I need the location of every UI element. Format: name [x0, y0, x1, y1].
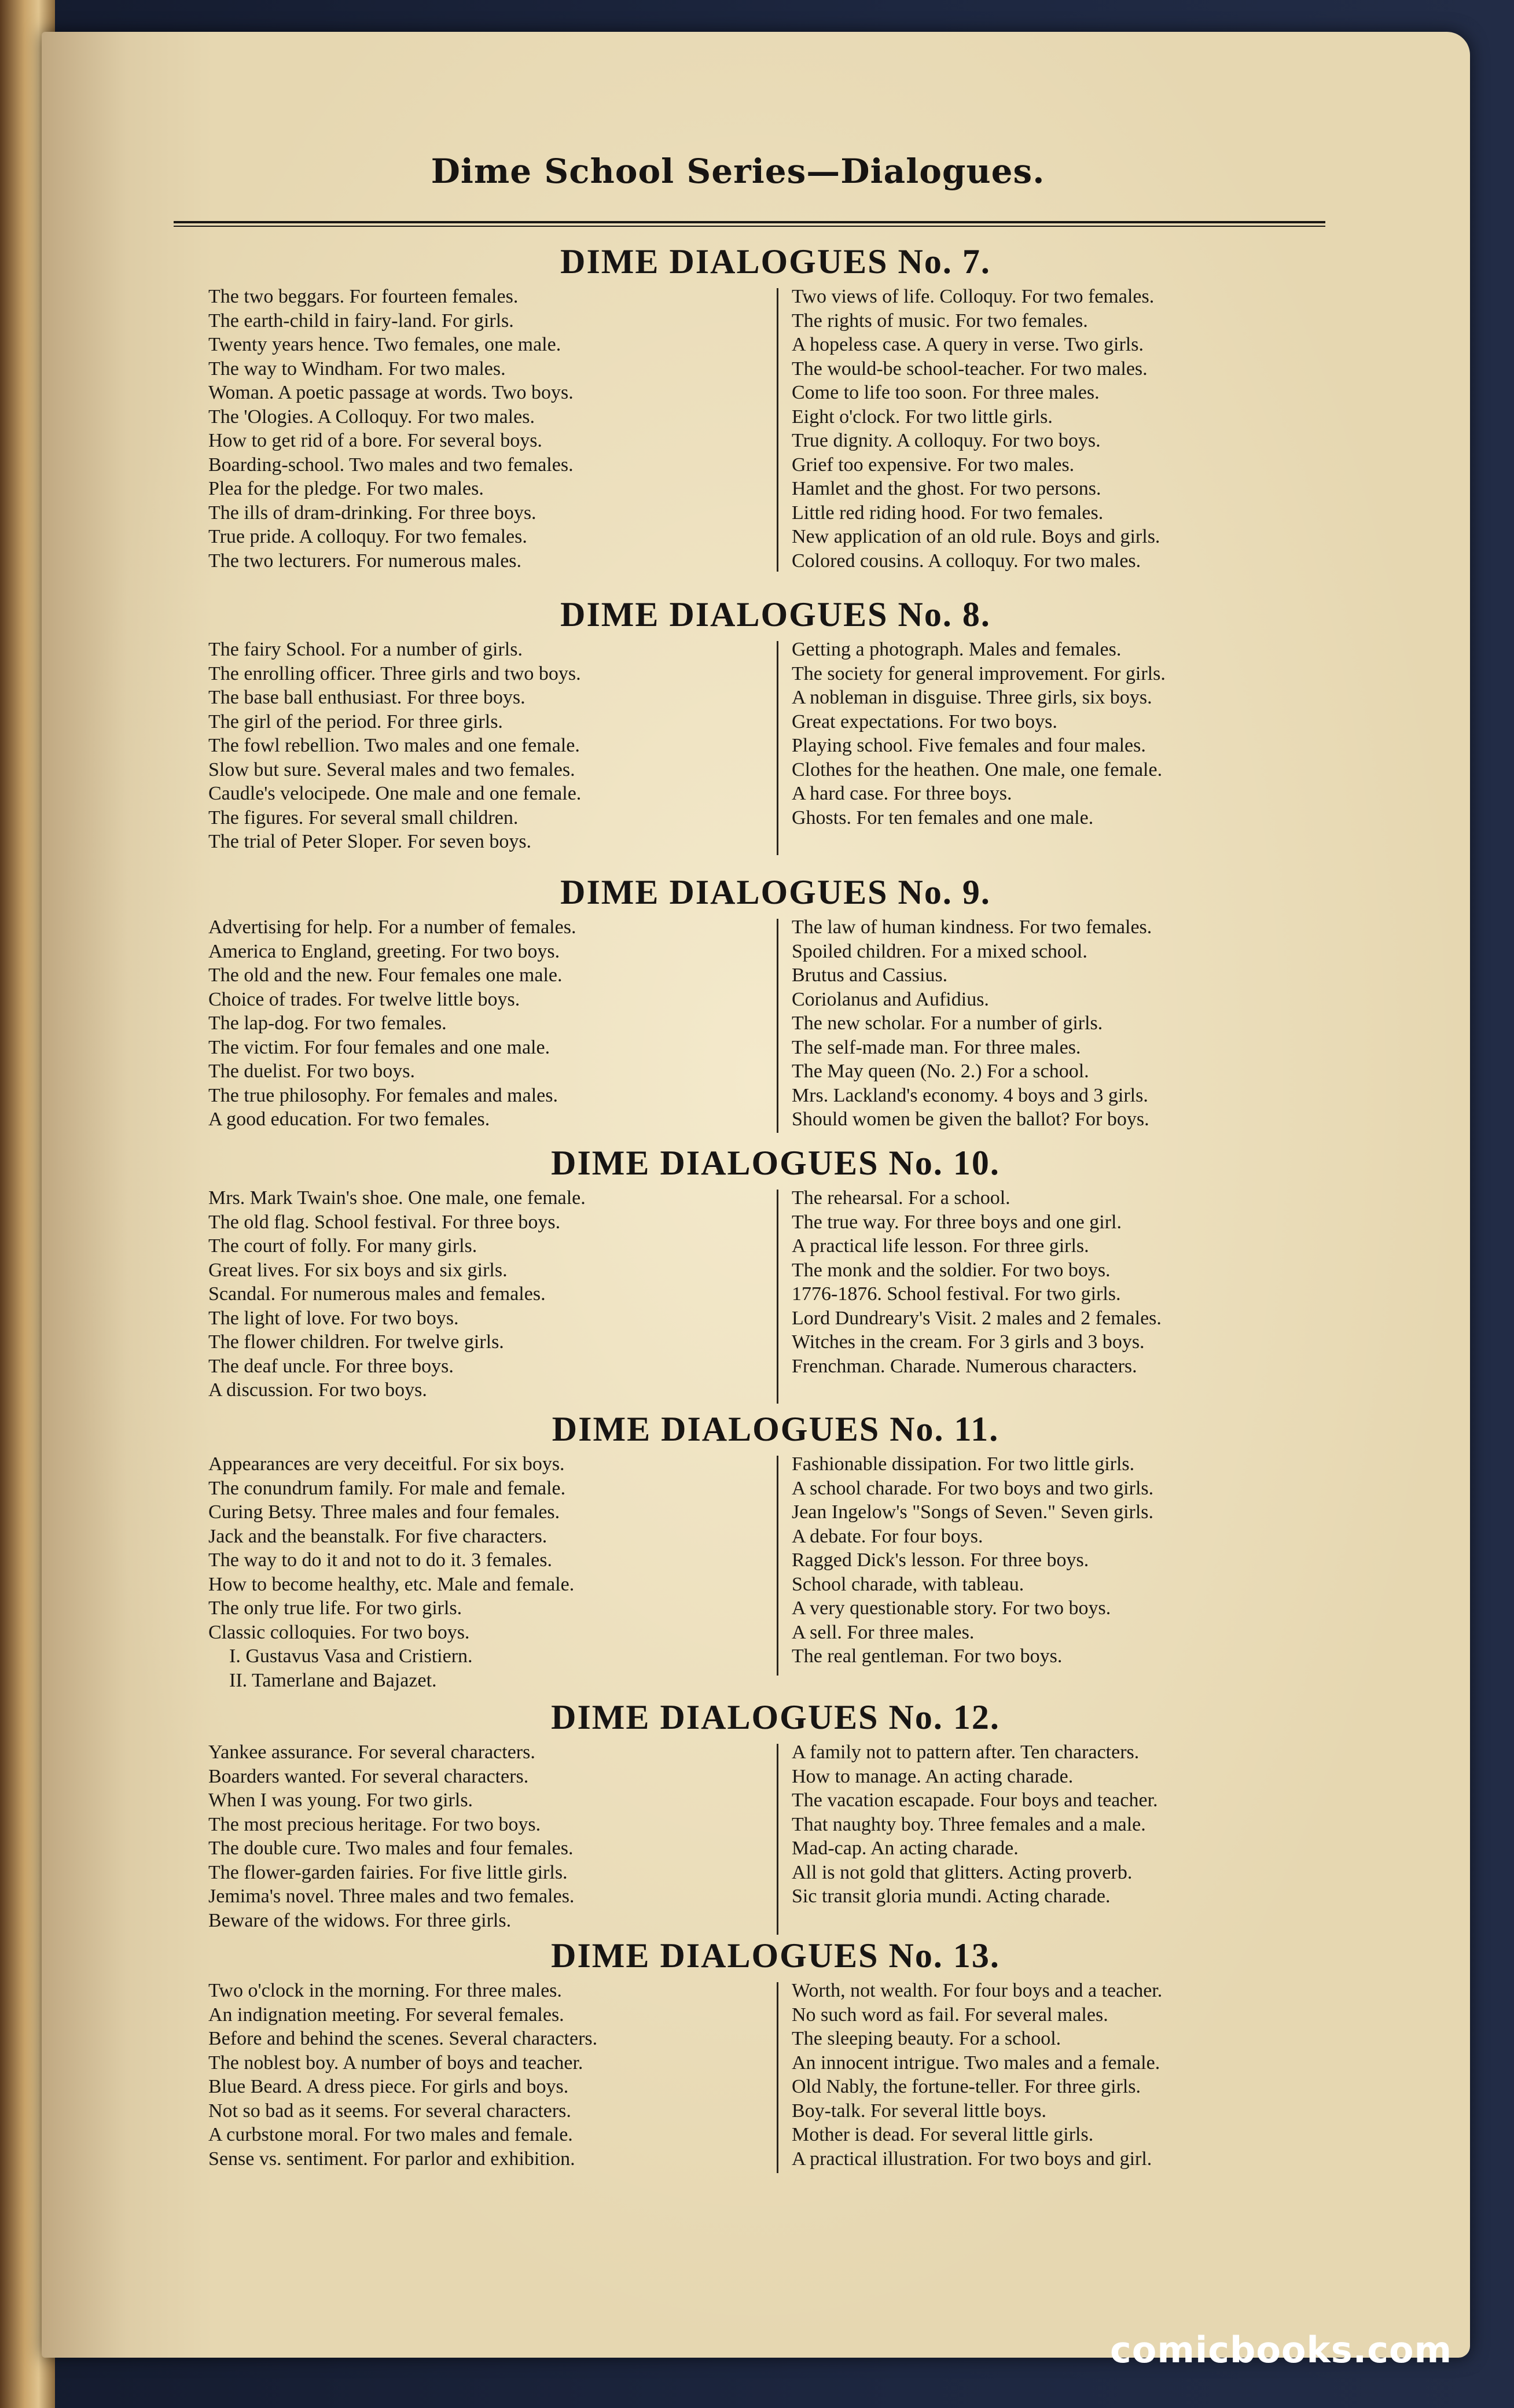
- list-item: The 'Ologies. A Colloquy. For two males.: [208, 406, 535, 428]
- section-dialogues-7: [208, 238, 1343, 572]
- list-item: A discussion. For two boys.: [208, 1379, 427, 1401]
- list-item: The self-made man. For three males.: [792, 1036, 1081, 1058]
- list-item: The rehearsal. For a school.: [792, 1187, 1010, 1209]
- list-item: Getting a photograph. Males and females.: [792, 639, 1122, 660]
- column-divider: [777, 288, 778, 572]
- left-column: [208, 1452, 764, 1692]
- list-item: A debate. For four boys.: [792, 1525, 983, 1547]
- list-item: The new scholar. For a number of girls.: [792, 1012, 1103, 1034]
- list-item: Choice of trades. For twelve little boys.: [208, 988, 520, 1010]
- right-column: [792, 915, 1347, 1132]
- section-dialogues-12: [208, 1694, 1343, 1931]
- list-item: The law of human kindness. For two females.: [792, 916, 1152, 938]
- section-title: DIME DIALOGUES No. 11.: [552, 1410, 999, 1448]
- header-rule: [174, 221, 1325, 227]
- right-column: [792, 1979, 1347, 2171]
- list-item: Slow but sure. Several males and two females.: [208, 759, 575, 780]
- section-dialogues-13: [208, 1932, 1343, 2170]
- column-divider: [777, 1190, 778, 1404]
- list-item: How to manage. An acting charade.: [792, 1765, 1074, 1787]
- column-divider: [777, 1744, 778, 1935]
- list-item: A curbstone moral. For two males and female.: [208, 2124, 573, 2145]
- list-item: Ghosts. For ten females and one male.: [792, 807, 1094, 829]
- right-column: [792, 1186, 1347, 1378]
- list-item: The old and the new. Four females one male.: [208, 964, 563, 986]
- left-column: [208, 1979, 764, 2171]
- section-title: DIME DIALOGUES No. 10.: [551, 1144, 1000, 1182]
- list-item: Old Nably, the fortune-teller. For three girls.: [792, 2076, 1141, 2097]
- list-item: The ills of dram-drinking. For three boys.: [208, 502, 536, 524]
- list-item: The most precious heritage. For two boys.: [208, 1813, 541, 1835]
- list-item: A very questionable story. For two boys.: [792, 1597, 1111, 1619]
- list-item: Two views of life. Colloquy. For two females.: [792, 286, 1155, 307]
- list-item: Clothes for the heathen. One male, one female.: [792, 759, 1163, 780]
- list-item: The society for general improvement. For girls.: [792, 662, 1166, 684]
- list-item: The noblest boy. A number of boys and teacher.: [208, 2052, 583, 2074]
- list-item: Appearances are very deceitful. For six boys.: [208, 1453, 565, 1475]
- right-column: [792, 1452, 1347, 1669]
- site-watermark: comicbooks.com: [1110, 2329, 1453, 2371]
- list-item: Mrs. Mark Twain's shoe. One male, one female.: [208, 1187, 586, 1209]
- column-divider: [777, 919, 778, 1133]
- list-item: Mother is dead. For several little girls.: [792, 2124, 1094, 2145]
- list-item: The May queen (No. 2.) For a school.: [792, 1061, 1089, 1082]
- list-item: Mrs. Lackland's economy. 4 boys and 3 girls.: [792, 1084, 1148, 1106]
- column-divider: [777, 641, 778, 855]
- list-item: The true way. For three boys and one girl.: [792, 1211, 1122, 1233]
- right-column: [792, 1740, 1347, 1909]
- list-item: Frenchman. Charade. Numerous characters.: [792, 1355, 1137, 1377]
- list-item: Fashionable dissipation. For two little girls.: [792, 1453, 1135, 1475]
- list-item: Curing Betsy. Three males and four females.: [208, 1501, 560, 1523]
- list-item: Coriolanus and Aufidius.: [792, 988, 989, 1010]
- list-item: The flower children. For twelve girls.: [208, 1331, 504, 1353]
- list-item: America to England, greeting. For two boys.: [208, 940, 560, 962]
- list-item: Playing school. Five females and four males.: [792, 735, 1146, 756]
- list-item: The flower-garden fairies. For five little girls.: [208, 1861, 568, 1883]
- list-item: The girl of the period. For three girls.: [208, 710, 503, 732]
- list-item: No such word as fail. For several males.: [792, 2004, 1108, 2026]
- list-item: A hard case. For three boys.: [792, 783, 1012, 804]
- right-column: [792, 638, 1347, 830]
- list-item: Great lives. For six boys and six girls.: [208, 1259, 508, 1281]
- list-item: Blue Beard. A dress piece. For girls and boys.: [208, 2076, 569, 2097]
- list-item: The two beggars. For fourteen females.: [208, 286, 519, 307]
- list-item: Great expectations. For two boys.: [792, 710, 1057, 732]
- list-item: That naughty boy. Three females and a male.: [792, 1813, 1146, 1835]
- list-subitem: II. Tamerlane and Bajazet.: [229, 1669, 437, 1691]
- section-title: DIME DIALOGUES No. 9.: [560, 873, 991, 911]
- list-item: The duelist. For two boys.: [208, 1061, 415, 1082]
- left-column: [208, 1186, 764, 1402]
- list-item: Boy-talk. For several little boys.: [792, 2100, 1047, 2122]
- list-item: The way to Windham. For two males.: [208, 358, 506, 380]
- list-item: Witches in the cream. For 3 girls and 3 boys.: [792, 1331, 1145, 1353]
- list-item: Jack and the beanstalk. For five characters.: [208, 1525, 547, 1547]
- list-item: The two lecturers. For numerous males.: [208, 550, 522, 572]
- list-item: Worth, not wealth. For four boys and a teacher.: [792, 1980, 1163, 2001]
- list-item: Classic colloquies. For two boys.: [208, 1621, 470, 1643]
- list-item: Ragged Dick's lesson. For three boys.: [792, 1549, 1089, 1571]
- list-item: The earth-child in fairy-land. For girls.: [208, 310, 514, 332]
- list-item: Advertising for help. For a number of females.: [208, 916, 576, 938]
- list-item: The sleeping beauty. For a school.: [792, 2028, 1061, 2049]
- list-item: True pride. A colloquy. For two females.: [208, 526, 527, 547]
- list-item: Lord Dundreary's Visit. 2 males and 2 females.: [792, 1307, 1162, 1329]
- section-dialogues-8: [208, 591, 1343, 852]
- list-item: The would-be school-teacher. For two males.: [792, 358, 1148, 380]
- list-item: Mad-cap. An acting charade.: [792, 1838, 1019, 1859]
- list-item: Woman. A poetic passage at words. Two boys.: [208, 382, 574, 403]
- list-item: A hopeless case. A query in verse. Two girls.: [792, 334, 1144, 355]
- section-title: DIME DIALOGUES No. 12.: [551, 1698, 1000, 1736]
- running-head: Dime School Series—Dialogues.: [431, 152, 1045, 191]
- list-item: Before and behind the scenes. Several characters.: [208, 2028, 598, 2049]
- right-column: [792, 285, 1347, 573]
- list-item: The fowl rebellion. Two males and one female.: [208, 735, 580, 756]
- list-item: The trial of Peter Sloper. For seven boys.: [208, 831, 532, 852]
- list-item: An indignation meeting. For several females.: [208, 2004, 564, 2026]
- list-item: Two o'clock in the morning. For three males.: [208, 1980, 562, 2001]
- section-title: DIME DIALOGUES No. 13.: [551, 1936, 1000, 1975]
- list-item: A family not to pattern after. Ten characters.: [792, 1741, 1140, 1763]
- section-dialogues-9: [208, 869, 1343, 1130]
- list-item: A school charade. For two boys and two girls.: [792, 1477, 1154, 1499]
- list-item: Jean Ingelow's "Songs of Seven." Seven girls.: [792, 1501, 1154, 1523]
- column-divider: [777, 1982, 778, 2173]
- list-item: Jemima's novel. Three males and two females.: [208, 1886, 575, 1907]
- list-item: Spoiled children. For a mixed school.: [792, 940, 1087, 962]
- list-item: The real gentleman. For two boys.: [792, 1645, 1063, 1667]
- list-item: The victim. For four females and one male.: [208, 1036, 550, 1058]
- list-item: Come to life too soon. For three males.: [792, 382, 1100, 403]
- list-item: An innocent intrigue. Two males and a female.: [792, 2052, 1160, 2074]
- list-item: The monk and the soldier. For two boys.: [792, 1259, 1111, 1281]
- list-item: The conundrum family. For male and female.: [208, 1477, 566, 1499]
- list-item: Colored cousins. A colloquy. For two males.: [792, 550, 1141, 572]
- list-item: Scandal. For numerous males and females.: [208, 1283, 546, 1305]
- list-item: Brutus and Cassius.: [792, 964, 948, 986]
- list-item: Sense vs. sentiment. For parlor and exhibition.: [208, 2148, 575, 2170]
- list-item: How to become healthy, etc. Male and female.: [208, 1573, 575, 1595]
- list-item: Sic transit gloria mundi. Acting charade.: [792, 1886, 1111, 1907]
- list-item: Plea for the pledge. For two males.: [208, 478, 484, 499]
- list-item: Boarding-school. Two males and two females.: [208, 454, 574, 476]
- left-column: [208, 1740, 764, 1932]
- left-column: [208, 638, 764, 854]
- section-title: DIME DIALOGUES No. 7.: [560, 242, 991, 281]
- list-item: The vacation escapade. Four boys and teacher.: [792, 1790, 1158, 1811]
- list-item: The fairy School. For a number of girls.: [208, 639, 523, 660]
- list-item: Twenty years hence. Two females, one male.: [208, 334, 561, 355]
- list-item: School charade, with tableau.: [792, 1573, 1024, 1595]
- left-column: [208, 285, 764, 573]
- list-item: The rights of music. For two females.: [792, 310, 1088, 332]
- list-item: Not so bad as it seems. For several characters.: [208, 2100, 571, 2122]
- list-item: True dignity. A colloquy. For two boys.: [792, 430, 1101, 451]
- list-item: The way to do it and not to do it. 3 females.: [208, 1549, 552, 1571]
- left-column: [208, 915, 764, 1132]
- list-item: 1776-1876. School festival. For two girls.: [792, 1283, 1121, 1305]
- list-item: The lap-dog. For two females.: [208, 1012, 447, 1034]
- list-item: Caudle's velocipede. One male and one female.: [208, 783, 582, 804]
- list-item: Grief too expensive. For two males.: [792, 454, 1075, 476]
- list-item: All is not gold that glitters. Acting proverb.: [792, 1861, 1133, 1883]
- list-item: The only true life. For two girls.: [208, 1597, 462, 1619]
- list-item: The court of folly. For many girls.: [208, 1235, 477, 1257]
- list-subitem: I. Gustavus Vasa and Cristiern.: [229, 1645, 473, 1667]
- list-item: How to get rid of a bore. For several boys.: [208, 430, 542, 451]
- list-item: The figures. For several small children.: [208, 807, 519, 829]
- list-item: A sell. For three males.: [792, 1621, 975, 1643]
- list-item: A nobleman in disguise. Three girls, six boys.: [792, 687, 1152, 708]
- section-dialogues-10: [208, 1140, 1343, 1401]
- section-dialogues-11: [208, 1406, 1343, 1691]
- list-item: The double cure. Two males and four females.: [208, 1838, 574, 1859]
- section-title: DIME DIALOGUES No. 8.: [560, 595, 991, 634]
- list-item: Little red riding hood. For two females.: [792, 502, 1104, 524]
- list-item: The enrolling officer. Three girls and two boys.: [208, 662, 581, 684]
- list-item: Should women be given the ballot? For boys.: [792, 1109, 1149, 1130]
- list-item: Eight o'clock. For two little girls.: [792, 406, 1053, 428]
- list-item: The light of love. For two boys.: [208, 1307, 459, 1329]
- list-item: The old flag. School festival. For three boys.: [208, 1211, 561, 1233]
- list-item: A practical life lesson. For three girls.: [792, 1235, 1089, 1257]
- list-item: The true philosophy. For females and males.: [208, 1084, 558, 1106]
- list-item: Hamlet and the ghost. For two persons.: [792, 478, 1101, 499]
- list-item: When I was young. For two girls.: [208, 1790, 473, 1811]
- list-item: New application of an old rule. Boys and girls.: [792, 526, 1160, 547]
- list-item: A good education. For two females.: [208, 1109, 490, 1130]
- list-item: Beware of the widows. For three girls.: [208, 1909, 512, 1931]
- column-divider: [777, 1456, 778, 1676]
- list-item: Yankee assurance. For several characters.: [208, 1741, 535, 1763]
- list-item: The base ball enthusiast. For three boys.: [208, 687, 526, 708]
- list-item: Boarders wanted. For several characters.: [208, 1765, 529, 1787]
- list-item: The deaf uncle. For three boys.: [208, 1355, 454, 1377]
- list-item: A practical illustration. For two boys and girl.: [792, 2148, 1152, 2170]
